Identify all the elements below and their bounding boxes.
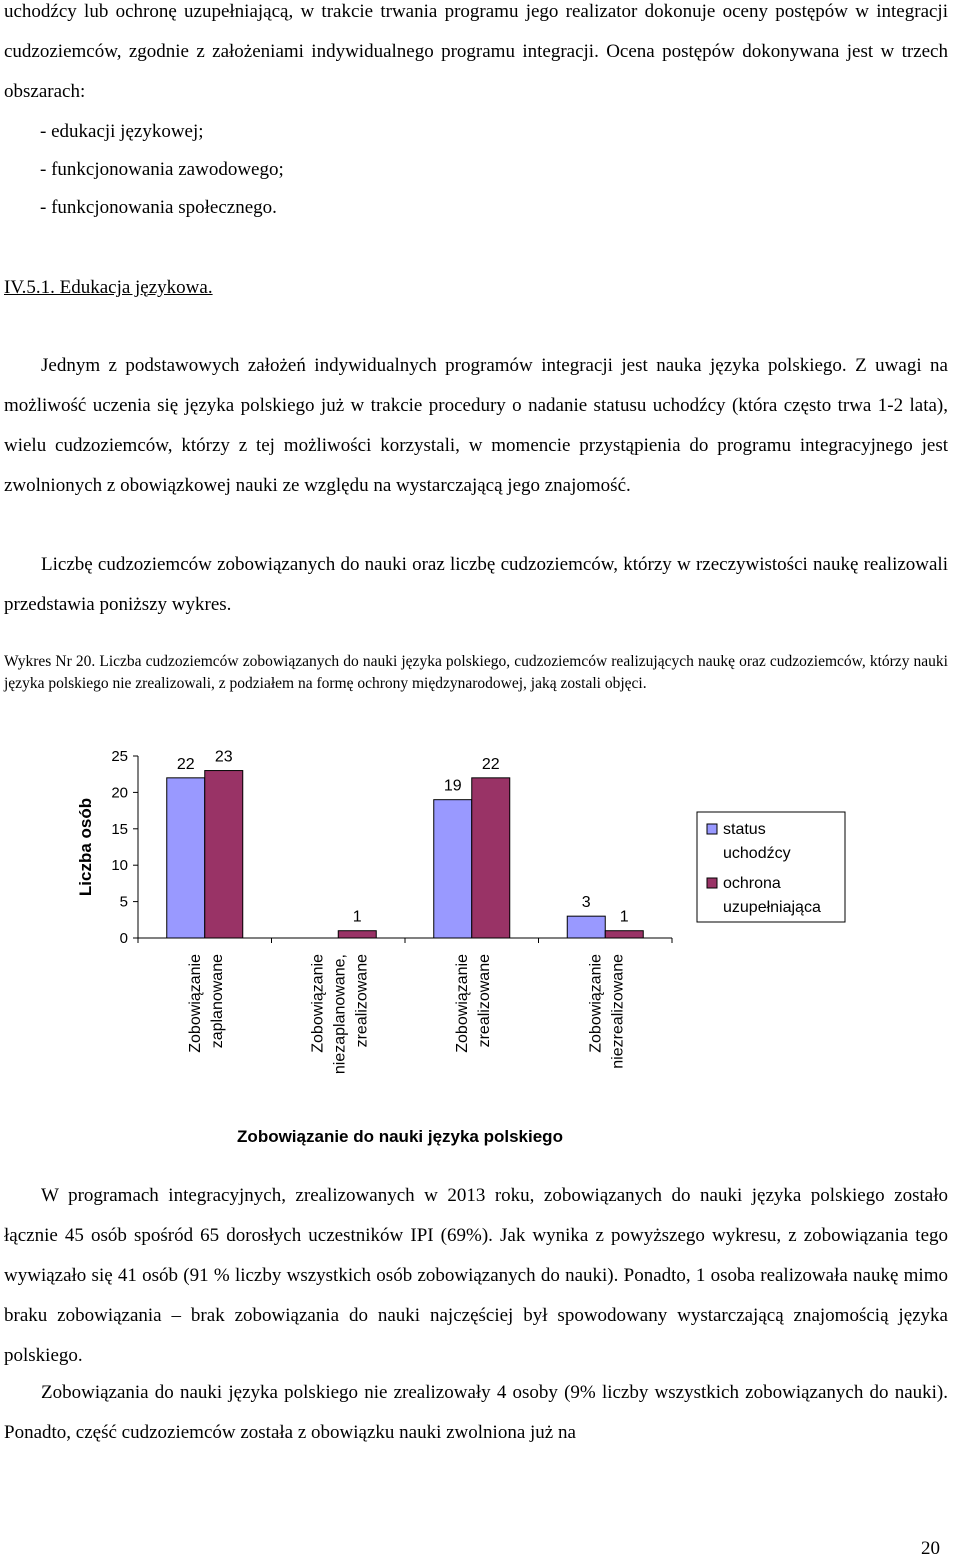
x-category-label: Zobowiązanie [453, 954, 471, 1053]
data-label: 23 [214, 748, 233, 766]
y-tick-label: 5 [119, 893, 128, 911]
paragraph-language-education: Jednym z podstawowych założeń indywidualnych programów integracji jest nauka języka polskiego. Z uwagi na możliwość uczenia się języka polskiego już w trakcie procedury o nadanie statusu uchodźcy (która często trwa 1-2 lata), wielu cudzoziemców, którzy z tej możliwości korzystali, w momencie przystąpienia do programu integracyjnego jest zwolnionych z obowiązkowej nauki ze względu na wystarczającą jego znajomość. [4, 355, 948, 496]
x-category-label: Zobowiązanie [587, 954, 605, 1053]
bar-status-uchodzcy [434, 800, 472, 938]
bar-ochrona-uzupelniajaca [472, 778, 510, 938]
legend-label: status [723, 821, 766, 838]
paragraph-intro: uchodźcy lub ochronę uzupełniającą, w trakcie trwania programu jego realizator dokonuje oceny postępów w integracji cudzoziemców, zgodnie z założeniami indywidualnego programu integracji. Ocena postępów dokonywana jest w trzech obszarach: [4, 1, 948, 102]
bar-status-uchodzcy [567, 916, 605, 938]
y-axis-title: Liczba osób [76, 797, 95, 897]
x-category-label: niezaplanowane, [331, 954, 349, 1075]
list-item: - funkcjonowania zawodowego; [40, 159, 284, 180]
paragraph-unfulfilled: Zobowiązania do nauki języka polskiego nie zrealizowały 4 osoby (9% liczby wszystkich zobowiązanych do nauki). Ponadto, część cudzoziemców została z obowiązku nauki zwolniona już na [4, 1382, 948, 1443]
paragraph-chart-intro: Liczbę cudzoziemców zobowiązanych do nauki oraz liczbę cudzoziemców, którzy w rzeczywistości naukę realizowali przedstawia poniższy wykres. [4, 554, 948, 615]
x-category-label: zrealizowane [475, 954, 493, 1048]
y-tick-label: 25 [111, 748, 128, 765]
list-item: - edukacji językowej; [40, 121, 204, 142]
x-category-label: zrealizowane [353, 954, 371, 1048]
page-number: 20 [921, 1538, 940, 1559]
bar-ochrona-uzupelniajaca [338, 931, 376, 938]
x-category-label: niezrealizowane [609, 954, 627, 1069]
bar-ochrona-uzupelniajaca [605, 931, 643, 938]
legend-label: ochrona [723, 875, 781, 892]
y-tick-label: 20 [111, 784, 128, 802]
bar-status-uchodzcy [167, 778, 205, 938]
bar-ochrona-uzupelniajaca [205, 771, 243, 938]
data-label: 3 [581, 894, 591, 912]
x-category-label: Zobowiązanie [186, 954, 204, 1053]
legend-label: uzupełniająca [723, 899, 821, 916]
x-axis-title: Zobowiązanie do nauki języka polskiego [237, 1127, 563, 1146]
y-tick-label: 10 [111, 857, 128, 875]
data-label: 1 [619, 908, 629, 926]
paragraph-results: W programach integracyjnych, zrealizowanych w 2013 roku, zobowiązanych do nauki języka polskiego zostało łącznie 45 osób spośród 65 dorosłych uczestników IPI (69%). Jak wynika z powyższego wykresu, z zobowiązania tego wywiązało się 41 osób (91 % liczby wszystkich osób zobowiązanych do nauki). Ponadto, 1 osoba realizowała naukę mimo braku zobowiązania – brak zobowiązania do nauki najczęściej był spowodowany wystarczającą znajomością języka polskiego. [4, 1185, 948, 1366]
chart-caption: Wykres Nr 20. Liczba cudzoziemców zobowiązanych do nauki języka polskiego, cudzoziemców realizujących naukę oraz cudzoziemców, którzy nauki języka polskiego nie zrealizowali, z podziałem na formę ochrony międzynarodowej, jaką zostali objęci. [4, 653, 948, 692]
bar-chart [0, 720, 960, 1160]
y-tick-label: 0 [119, 930, 128, 947]
legend-swatch [707, 878, 717, 888]
x-category-label: zaplanowane [208, 954, 226, 1049]
legend-swatch [707, 824, 717, 834]
list-item: - funkcjonowania społecznego. [40, 197, 277, 218]
data-label: 22 [481, 755, 500, 773]
x-category-label: Zobowiązanie [309, 954, 327, 1053]
data-label: 1 [352, 908, 362, 926]
data-label: 22 [176, 755, 195, 773]
section-heading: IV.5.1. Edukacja językowa. [4, 277, 213, 298]
legend-label: uchodźcy [723, 845, 791, 862]
data-label: 19 [443, 777, 462, 795]
y-tick-label: 15 [111, 820, 128, 838]
